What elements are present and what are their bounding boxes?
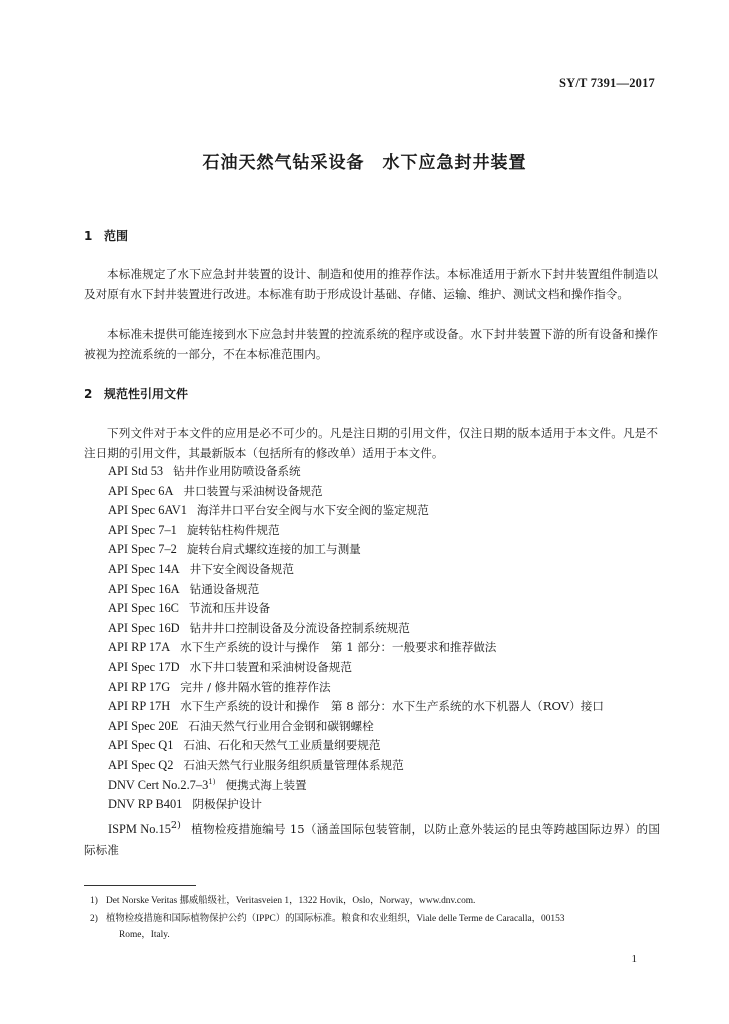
reference-item [108, 776, 668, 796]
reference-code: API RP 17H [108, 699, 171, 714]
reference-item [108, 462, 668, 482]
reference-title: 井口装置与采油树设备规范 [183, 483, 323, 498]
reference-item [108, 580, 668, 600]
section-2-title: 规范性引用文件 [104, 387, 189, 401]
reference-code: DNV RP B401 [108, 797, 183, 812]
reference-item [108, 756, 668, 776]
reference-title: 钻井井口控制设备及分流设备控制系统规范 [189, 620, 410, 635]
reference-title: 阴极保护设计 [192, 797, 262, 812]
reference-title: 便携式海上装置 [225, 777, 307, 792]
scope-paragraph-1: 本标准规定了水下应急封井装置的设计、制造和使用的推荐作法。本标准适用于新水下封井装置组件制造以及对原有水下封井装置进行改进。本标准有助于形成设计基础、存储、运输、维护、测试文档和操作指令。 [84, 267, 658, 301]
reference-title: 节流和压井设备 [188, 601, 271, 616]
section-2-heading [84, 385, 188, 402]
footnote-2-mark: 2) [90, 914, 98, 924]
reference-code: API Spec 16C [108, 601, 179, 616]
title-part-1: 石油天然气钻采设备 [202, 153, 365, 173]
reference-title: 钻通设备规范 [189, 581, 260, 596]
reference-item [108, 795, 668, 815]
reference-title: 完井 / 修井隔水管的推荐作法 [180, 679, 331, 694]
reference-title: 井下安全阀设备规范 [189, 561, 294, 576]
document-title [0, 148, 729, 173]
reference-code: API Spec 6A [108, 483, 174, 498]
reference-code: DNV Cert No.2.7–3 [108, 777, 209, 792]
reference-title: 旋转钻柱构件规范 [186, 522, 280, 537]
footnote-1 [84, 893, 674, 909]
reference-title: 水下生产系统的设计和操作 第 8 部分：水下生产系统的水下机器人（ROV）接口 [180, 699, 604, 714]
reference-code: API Spec 7–2 [108, 542, 177, 557]
reference-item [108, 540, 668, 560]
reference-code: API Spec 16D [108, 620, 180, 635]
standard-code: SY/T 7391—2017 [559, 76, 655, 90]
reference-item-ispm [84, 815, 660, 861]
section-1-number: 1 [84, 229, 93, 243]
footnote-divider [84, 885, 196, 886]
reference-code: API Spec 16A [108, 581, 180, 596]
reference-code: API Spec 17D [108, 659, 180, 674]
reference-code: API Std 53 [108, 464, 164, 478]
reference-code: API Spec 14A [108, 561, 180, 576]
reference-title: 水下生产系统的设计与操作 第 1 部分：一般要求和推荐做法 [180, 640, 497, 655]
reference-item [108, 599, 668, 619]
reference-code: ISPM No.15 [108, 821, 171, 836]
footnote-1-text: Det Norske Veritas 挪威船级社，Veritasveien 1，1322 Hovik，Oslo，Norway，www.dnv.com. [106, 896, 476, 906]
section-2-number: 2 [84, 387, 93, 401]
reference-item [108, 717, 668, 737]
reference-code: API Spec 20E [108, 718, 179, 733]
page-number: 1 [631, 953, 637, 965]
reference-item [108, 501, 668, 521]
footnote-1-mark: 1) [90, 896, 98, 906]
reference-item [108, 482, 668, 502]
footnote-2 [84, 911, 674, 943]
reference-title: 石油天然气行业用合金钢和碳钢螺栓 [188, 718, 374, 733]
reference-title: 海洋井口平台安全阀与水下安全阀的鉴定规范 [196, 503, 429, 518]
reference-code: API RP 17A [108, 640, 171, 655]
reference-code: API Spec 7–1 [108, 522, 177, 537]
reference-item [108, 521, 668, 541]
section-1-heading [84, 227, 128, 244]
reference-title: 水下井口装置和采油树设备规范 [189, 659, 352, 674]
reference-title: 植物检疫措施编号 15（涵盖国际包装管制，以防止意外装运的昆虫等跨越国际边界）的国际标准 [84, 821, 660, 857]
reference-item [108, 736, 668, 756]
section-1-title: 范围 [104, 229, 129, 243]
reference-title: 钻井作业用防喷设备系统 [173, 464, 301, 478]
reference-item [108, 697, 668, 717]
reference-title: 石油、石化和天然气工业质量纲要规范 [183, 738, 381, 753]
reference-list [108, 462, 668, 815]
scope-paragraph-2: 本标准未提供可能连接到水下应急封井装置的控流系统的程序或设备。水下封井装置下游的所有设备和操作被视为控流系统的一部分，不在本标准范围内。 [84, 327, 658, 361]
reference-code: API RP 17G [108, 679, 171, 694]
reference-code: API Spec Q2 [108, 757, 174, 772]
footnote-2-continuation: Rome，Italy. [119, 930, 170, 940]
reference-code: API Spec 6AV1 [108, 503, 187, 518]
reference-code: API Spec Q1 [108, 738, 174, 753]
references-intro: 下列文件对于本文件的应用是必不可少的。凡是注日期的引用文件，仅注日期的版本适用于本文件。凡是不注日期的引用文件，其最新版本（包括所有的修改单）适用于本文件。 [84, 426, 658, 460]
footnote-marker: 1) [208, 777, 216, 786]
reference-item [108, 619, 668, 639]
reference-item [108, 638, 668, 658]
footnote-2-text: 植物检疫措施和国际植物保护公约（IPPC）的国际标准。粮食和农业组织，Viale delle Terme de Caracalla，00153 [106, 914, 565, 924]
footnote-marker: 2) [170, 820, 181, 831]
reference-item [108, 560, 668, 580]
reference-title: 石油天然气行业服务组织质量管理体系规范 [183, 757, 404, 772]
title-part-2: 水下应急封井装置 [382, 153, 527, 173]
reference-item [108, 658, 668, 678]
reference-title: 旋转台肩式螺纹连接的加工与测量 [186, 542, 361, 557]
reference-item [108, 678, 668, 698]
